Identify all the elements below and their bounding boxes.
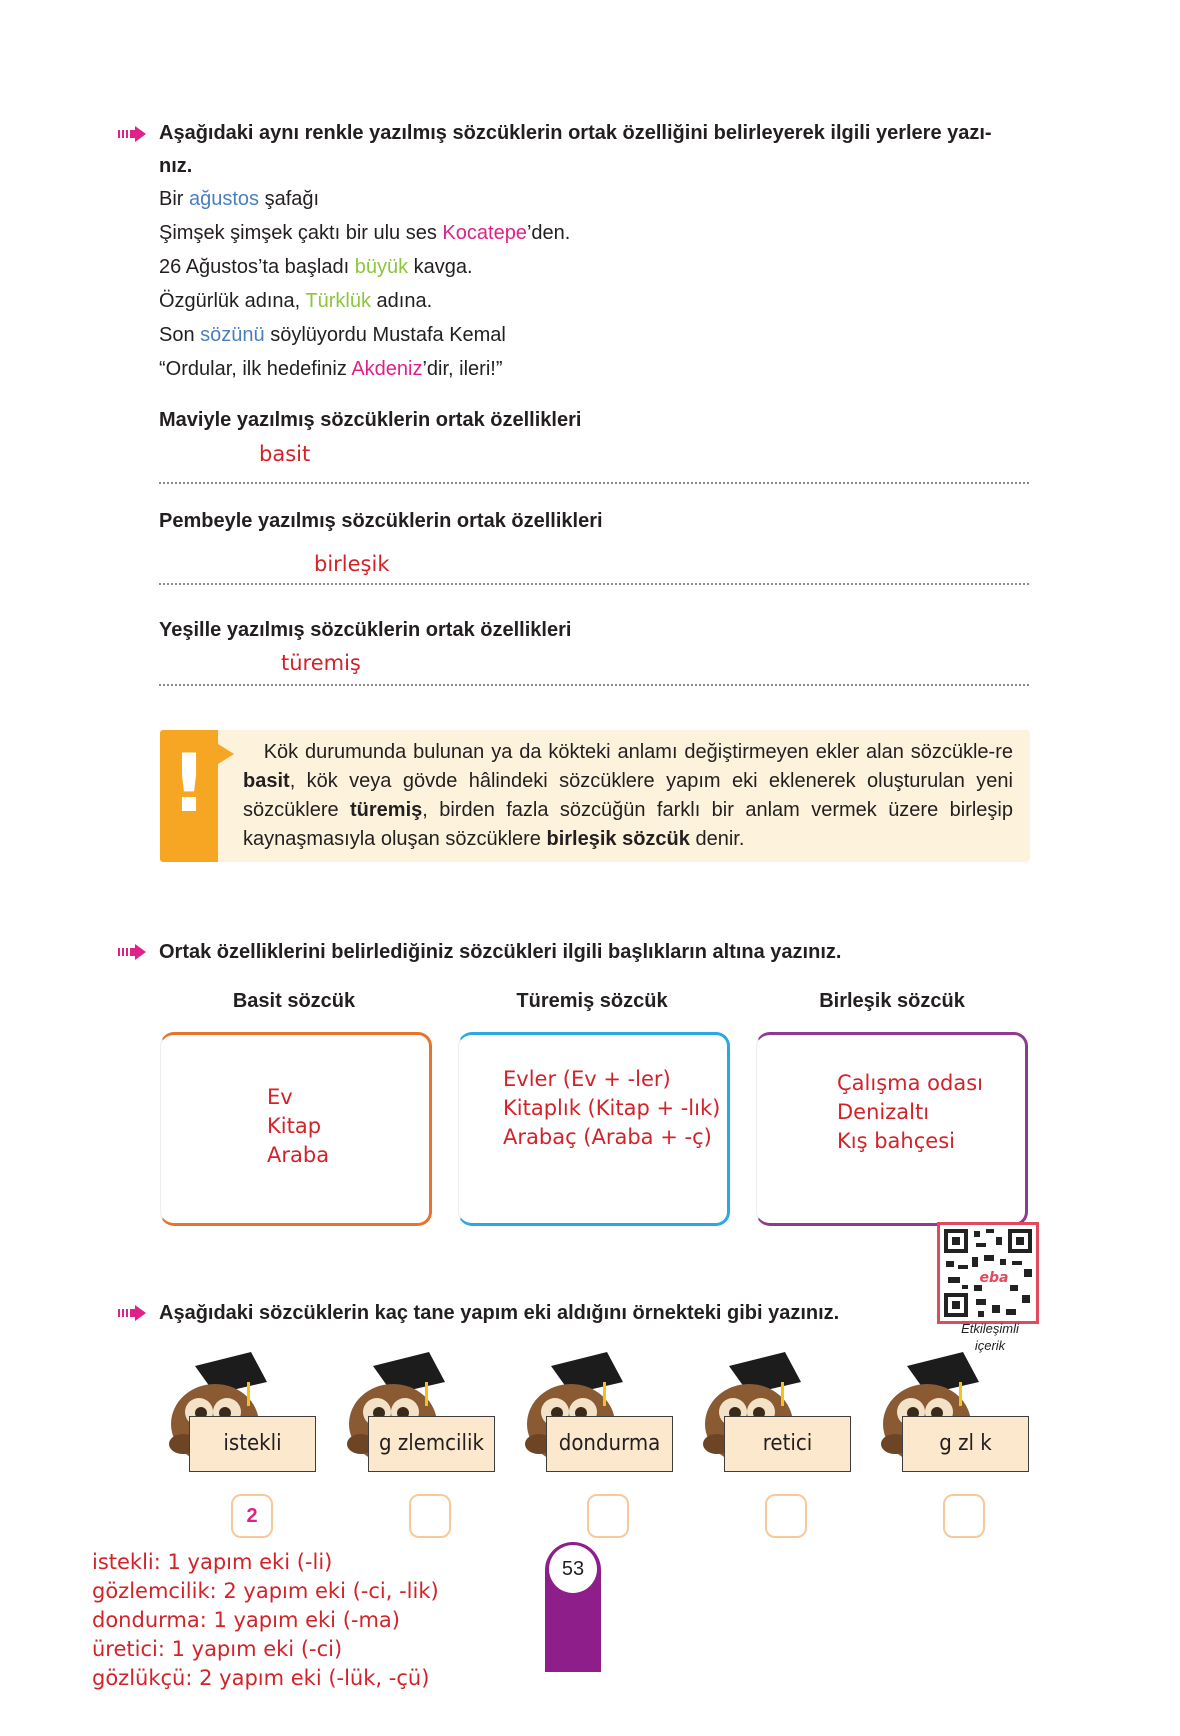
q3-title: Aşağıdaki sözcüklerin kaç tane yapım eki aldığını örnekteki gibi yazınız.	[159, 1302, 840, 1324]
answer-box[interactable]	[409, 1494, 451, 1538]
word-card: dondurma	[546, 1416, 673, 1472]
turemis-box	[458, 1032, 730, 1226]
birlesik-box	[756, 1032, 1028, 1226]
list-item: Araba	[267, 1143, 330, 1167]
arrow-icon	[118, 1305, 146, 1321]
qr-caption: Etkileşimli içerik	[961, 1321, 1019, 1353]
list-item: dondurma: 1 yapım eki (-ma)	[92, 1608, 400, 1632]
word-card: retici	[724, 1416, 851, 1472]
qr-code[interactable]	[937, 1222, 1039, 1324]
word-card: g zl k	[902, 1416, 1029, 1472]
answer-box[interactable]: 2	[231, 1494, 273, 1538]
turemis-heading: Türemiş sözcük	[516, 990, 668, 1012]
blue-answer[interactable]: basit	[259, 442, 311, 466]
list-item: Denizaltı	[837, 1100, 930, 1124]
word-card: istekli	[189, 1416, 316, 1472]
list-item: gözlükçü: 2 yapım eki (-lük, -çü)	[92, 1666, 430, 1690]
poem: Bir ağustos şafağı Şimşek şimşek çaktı bir ulu ses Kocatepe’den. 26 Ağustos’ta başladı büyük kavga. Özgürlük adına, Türklük adına. Son sözünü söylüyordu Mustafa Kemal “Ordular, ilk hedefiniz Akdeniz’dir, ileri!”	[159, 188, 571, 380]
svg-text:eba: eba	[979, 1270, 1009, 1286]
birlesik-heading: Birleşik sözcük	[819, 990, 965, 1012]
list-item: Ev	[267, 1085, 293, 1109]
answer-line	[159, 583, 1029, 585]
pink-label: Pembeyle yazılmış sözcüklerin ortak özellikleri	[159, 510, 603, 532]
green-label: Yeşille yazılmış sözcüklerin ortak özellikleri	[159, 619, 572, 641]
answer-box[interactable]	[765, 1494, 807, 1538]
list-item: Evler (Ev + -ler)	[503, 1067, 671, 1091]
list-item: istekli: 1 yapım eki (-li)	[92, 1550, 333, 1574]
list-item: Kış bahçesi	[837, 1129, 955, 1153]
green-answer[interactable]: türemiş	[281, 651, 361, 675]
q1-title: Aşağıdaki aynı renkle yazılmış sözcüklerin ortak özelliğini belirleyerek ilgili yerlere yazı- nız.	[159, 122, 992, 177]
blue-label: Maviyle yazılmış sözcüklerin ortak özellikleri	[159, 409, 582, 431]
word-card: g zlemcilik	[368, 1416, 495, 1472]
arrow-icon	[118, 126, 146, 142]
pink-answer[interactable]: birleşik	[314, 552, 390, 576]
basit-box	[160, 1032, 432, 1226]
list-item: Arabaç (Araba + -ç)	[503, 1125, 712, 1149]
answer-line	[159, 684, 1029, 686]
exclamation-icon: !	[170, 737, 208, 830]
note-text: Kök durumunda bulunan ya da kökteki anlamı değiştirmeyen ekler alan sözcükle-re basit, kök veya gövde hâlindeki sözcüklere yapım eki eklenerek oluşturulan yeni sözcüklere türemiş, birden fazla sözcüğün farklı bir anlam vermek üzere birleşip kaynaşmasıyla oluşan sözcüklere birleşik sözcük denir.	[243, 741, 1013, 850]
list-item: Kitap	[267, 1114, 322, 1138]
q2-title: Ortak özelliklerini belirlediğiniz sözcükleri ilgili başlıkların altına yazınız.	[159, 941, 842, 963]
page-number: 53	[549, 1545, 597, 1593]
answer-box[interactable]	[943, 1494, 985, 1538]
list-item: Kitaplık (Kitap + -lık)	[503, 1096, 721, 1120]
list-item: Çalışma odası	[837, 1071, 983, 1095]
list-item: üretici: 1 yapım eki (-ci)	[92, 1637, 343, 1661]
basit-heading: Basit sözcük	[232, 990, 356, 1012]
info-note	[160, 730, 1030, 862]
qr-pattern-icon	[940, 1225, 1036, 1321]
answer-box[interactable]	[587, 1494, 629, 1538]
arrow-icon	[118, 944, 146, 960]
answer-line	[159, 482, 1029, 484]
footer-answers	[92, 1548, 439, 1693]
list-item: gözlemcilik: 2 yapım eki (-ci, -lik)	[92, 1579, 439, 1603]
